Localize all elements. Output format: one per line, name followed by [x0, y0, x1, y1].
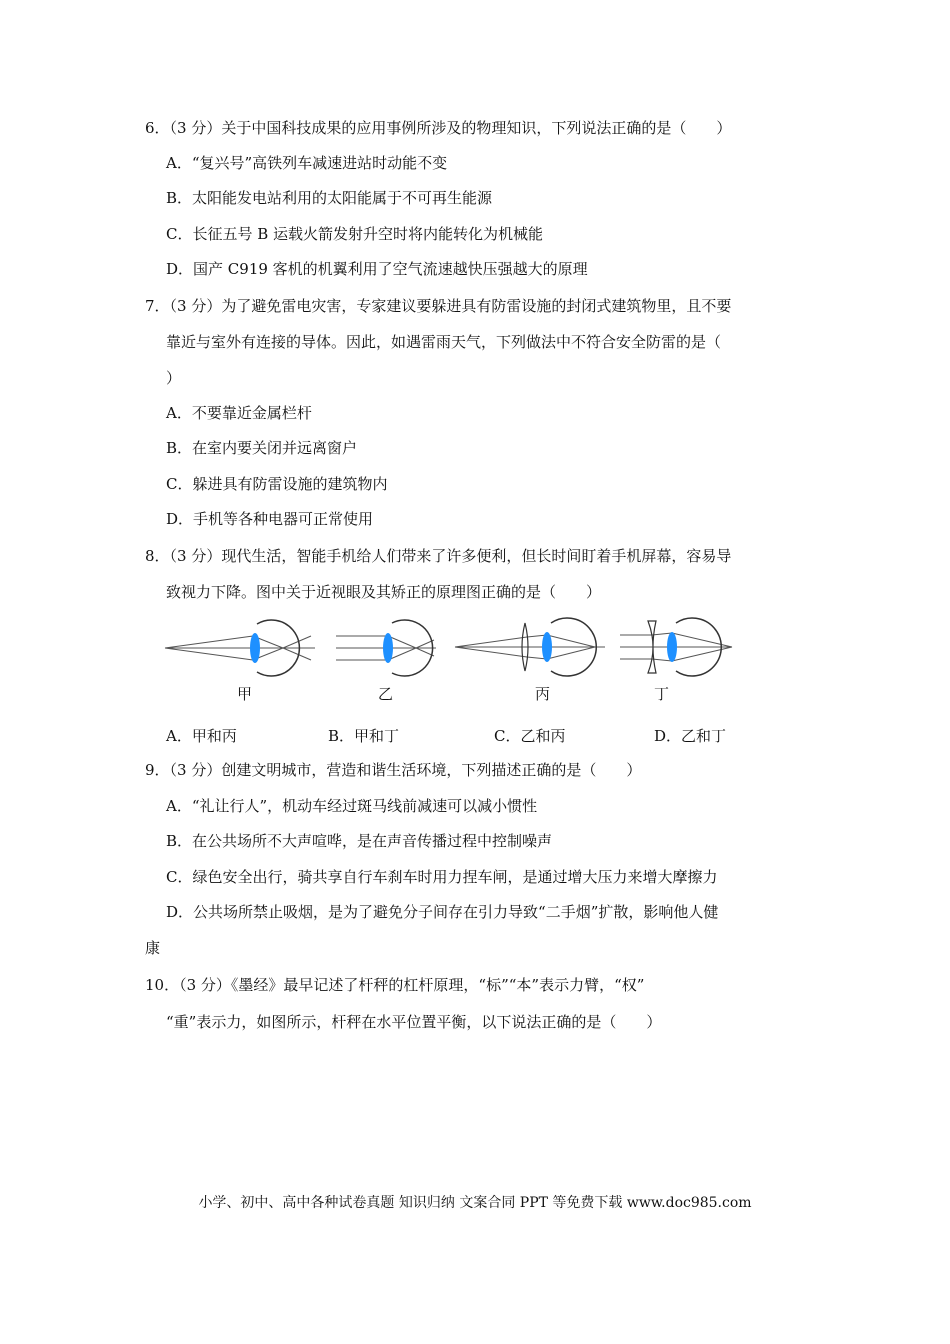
figure-label-yi: 乙 [378, 685, 394, 703]
q10-stem-line2: “重”表示力，如图所示，杆秤在水平位置平衡，以下说法正确的是（ ） [166, 1013, 662, 1031]
q7-stem-line2: 靠近与室外有连接的导体。因此，如遇雷雨天气，下列做法中不符合安全防雷的是（ [166, 333, 722, 351]
q8-stem-line1: 8．（3 分）现代生活，智能手机给人们带来了许多便利，但长时间盯着手机屏幕，容易导 [145, 547, 732, 565]
figure-label-bing: 丙 [535, 685, 551, 703]
eye-diagram-bing [455, 615, 615, 679]
q9-option-d: D．公共场所禁止吸烟，是为了避免分子间存在引力导致“二手烟”扩散，影响他人健 [166, 903, 719, 921]
q6-option-c: C．长征五号 B 运载火箭发射升空时将内能转化为机械能 [166, 225, 544, 243]
q7-stem-line3: ） [166, 369, 182, 387]
lens-icon [542, 632, 552, 662]
q8-options [166, 726, 766, 746]
q6-stem: 6．（3 分）关于中国科技成果的应用事例所涉及的物理知识，下列说法正确的是（ ） [145, 119, 732, 137]
q8-option-d: D．乙和丁 [654, 727, 727, 745]
q8-option-c: C．乙和丙 [494, 727, 566, 745]
eye-diagram-ding [620, 615, 740, 679]
q9-option-c: C．绿色安全出行，骑共享自行车刹车时用力捏车闸，是通过增大压力来增大摩擦力 [166, 868, 718, 886]
figure-label-ding: 丁 [654, 685, 670, 703]
lens-icon [667, 632, 677, 662]
q9-stem: 9．（3 分）创建文明城市，营造和谐生活环境，下列描述正确的是（ ） [145, 761, 642, 779]
q7-stem-line1: 7．（3 分）为了避免雷电灾害，专家建议要躲进具有防雷设施的封闭式建筑物里，且不要 [145, 297, 732, 315]
q7-option-b: B．在室内要关闭并远离窗户 [166, 439, 358, 457]
page-footer: 小学、初中、高中各种试卷真题 知识归纳 文案合同 PPT 等免费下载 www.doc985.com [198, 1195, 752, 1211]
q10-stem-line1: 10．（3 分）《墨经》最早记述了杆秤的杠杆原理，“标”“本”表示力臂，“权” [145, 976, 645, 994]
eye-diagram-jia [165, 618, 325, 678]
q6-option-b: B．太阳能发电站利用的太阳能属于不可再生能源 [166, 189, 493, 207]
lens-icon [383, 633, 393, 663]
q8-option-a: A．甲和丙 [166, 727, 237, 745]
q9-option-a: A．“礼让行人”，机动车经过斑马线前减速可以减小惯性 [166, 797, 538, 815]
q8-option-b: B．甲和丁 [328, 727, 400, 745]
q9-option-b: B．在公共场所不大声喧哗，是在声音传播过程中控制噪声 [166, 832, 553, 850]
q7-option-a: A．不要靠近金属栏杆 [166, 404, 312, 422]
q9-option-d-wrap: 康 [145, 939, 161, 957]
lens-icon [250, 633, 260, 663]
q6-option-a: A．“复兴号”高铁列车减速进站时动能不变 [166, 154, 448, 172]
q7-option-d: D．手机等各种电器可正常使用 [166, 510, 374, 528]
q6-option-d: D．国产 C919 客机的机翼利用了空气流速越快压强越大的原理 [166, 260, 588, 278]
eye-diagram-yi [336, 618, 446, 678]
q8-stem-line2: 致视力下降。图中关于近视眼及其矫正的原理图正确的是（ ） [166, 583, 602, 601]
q7-option-c: C．躲进具有防雷设施的建筑物内 [166, 475, 388, 493]
figure-label-jia: 甲 [237, 685, 253, 703]
